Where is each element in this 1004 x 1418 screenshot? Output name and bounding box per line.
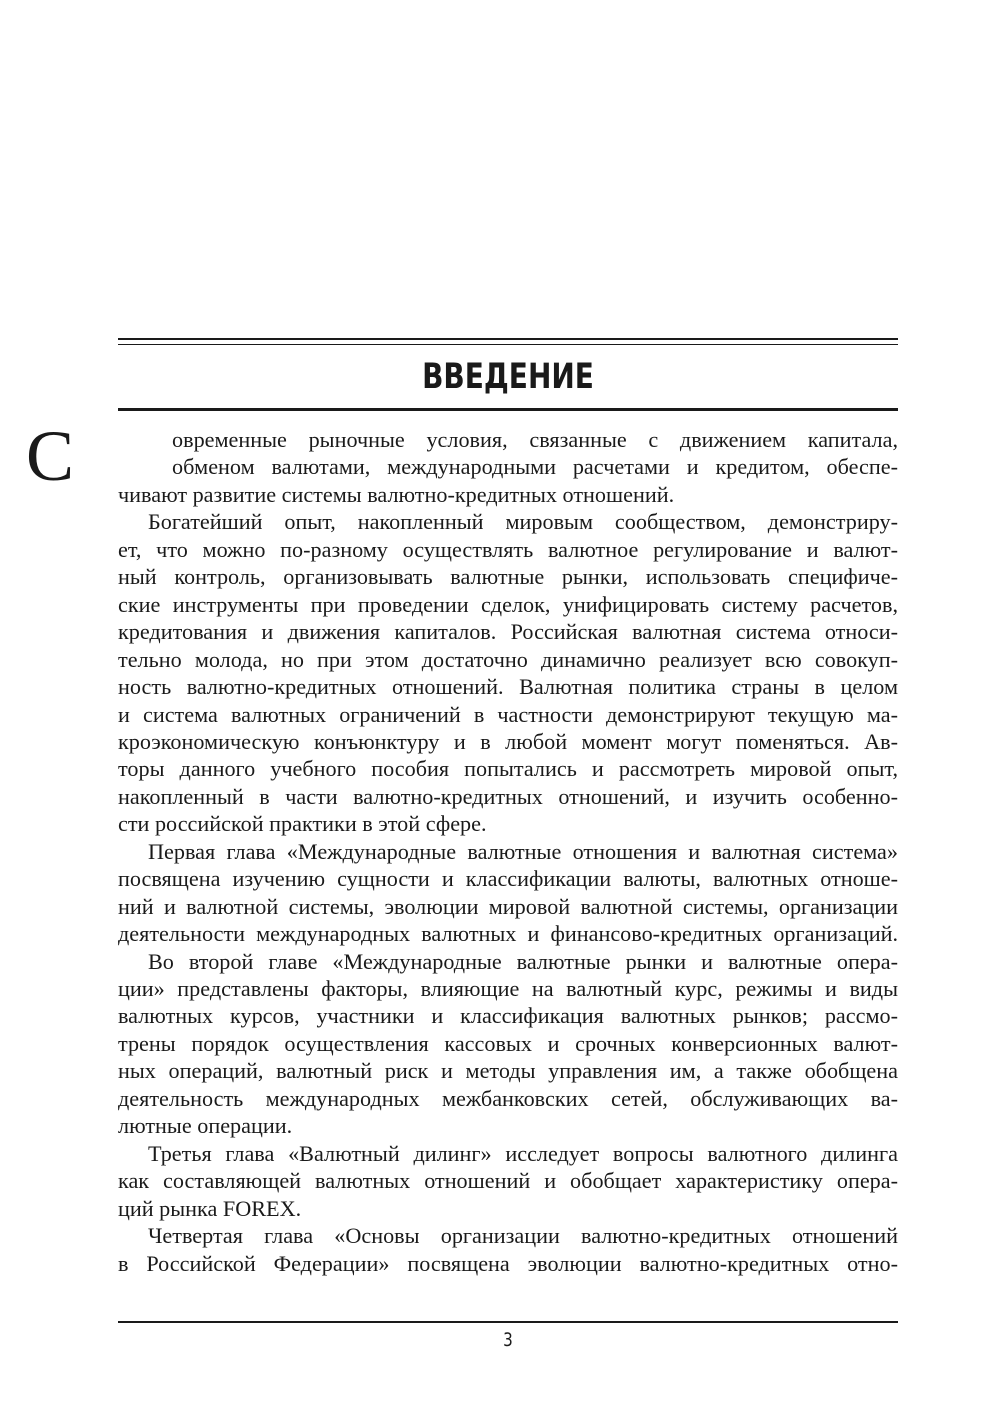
heading-bottom-rule [118, 408, 898, 411]
text-line: овременные рыночные условия, связанные с движением капитала, [172, 427, 898, 452]
text-line: ет, что можно по-разному осуществлять валютное регулирование и валют- [118, 536, 898, 562]
text-line: трены порядок осуществления кассовых и срочных конверсионных валют- [118, 1030, 898, 1056]
text-line: кредитования и движения капиталов. Российская валютная система относи- [118, 619, 898, 645]
text-line: тельно молода, но при этом достаточно динамично реализует всю совокуп- [118, 646, 898, 672]
text-line: в Российской Федерации» посвящена эволюции валютно-кредитных отно- [118, 1250, 898, 1276]
text-line: накопленный в части валютно-кредитных отношений, и изучить особенно- [118, 783, 898, 809]
text-line: ций рынка FOREX. [118, 1195, 302, 1221]
text-line: Во второй главе «Международные валютные рынки и валютные опера- [148, 948, 898, 974]
text-line: посвящена изучению сущности и классификации валюты, валютных отноше- [118, 866, 898, 892]
text-line: Богатейший опыт, накопленный мировым сообществом, демонстриру- [148, 509, 898, 535]
text-line: сти российской практики в этой сфере. [118, 811, 487, 837]
text-line: Четвертая глава «Основы организации валютно-кредитных отношений [148, 1223, 898, 1249]
text-line: ний и валютной системы, эволюции мировой валютной системы, организации [118, 893, 898, 919]
page-number: 3 [503, 1329, 513, 1351]
text-line: обменом валютами, международными расчетами и кредитом, обеспе- [172, 454, 898, 480]
drop-cap: С [26, 416, 75, 496]
text-line: деятельности международных валютных и финансово-кредитных организаций. [118, 921, 898, 947]
text-line: Третья глава «Валютный дилинг» исследует вопросы валютного дилинга [148, 1140, 898, 1166]
text-line: деятельность международных межбанковских сетей, обслуживающих ва- [118, 1085, 898, 1111]
text-line: кроэкономическую конъюнктуру и в любой момент могут поменяться. Ав- [118, 728, 898, 754]
text-line: как составляющей валютных отношений и обобщает характеристику опера- [118, 1168, 898, 1194]
text-line: ские инструменты при проведении сделок, унифицировать систему расчетов, [118, 591, 898, 617]
text-line: ный контроль, организовывать валютные рынки, использовать специфиче- [118, 564, 898, 590]
heading-top-rule-thin [118, 344, 898, 345]
text-line: торы данного учебного пособия попытались и рассмотреть мировой опыт, [118, 756, 898, 782]
text-line: Первая глава «Международные валютные отношения и валютная система» [148, 838, 898, 864]
text-line: валютных курсов, участники и классификация валютных рынков; рассмо- [118, 1003, 898, 1029]
chapter-heading: ВВЕДЕНИЕ [422, 357, 594, 397]
text-line: ность валютно-кредитных отношений. Валютная политика страны в целом [118, 674, 898, 700]
footer-rule [118, 1321, 898, 1323]
text-line: лютные операции. [118, 1113, 293, 1139]
text-line: и система валютных ограничений в частности демонстрируют текущую ма- [118, 701, 898, 727]
text-line: чивают развитие системы валютно-кредитных отношений. [118, 481, 675, 507]
text-line: ции» представлены факторы, влияющие на валютный курс, режимы и виды [118, 976, 898, 1001]
heading-top-rule [118, 338, 898, 340]
text-line: ных операций, валютный риск и методы управления им, а также обобщена [118, 1058, 898, 1084]
